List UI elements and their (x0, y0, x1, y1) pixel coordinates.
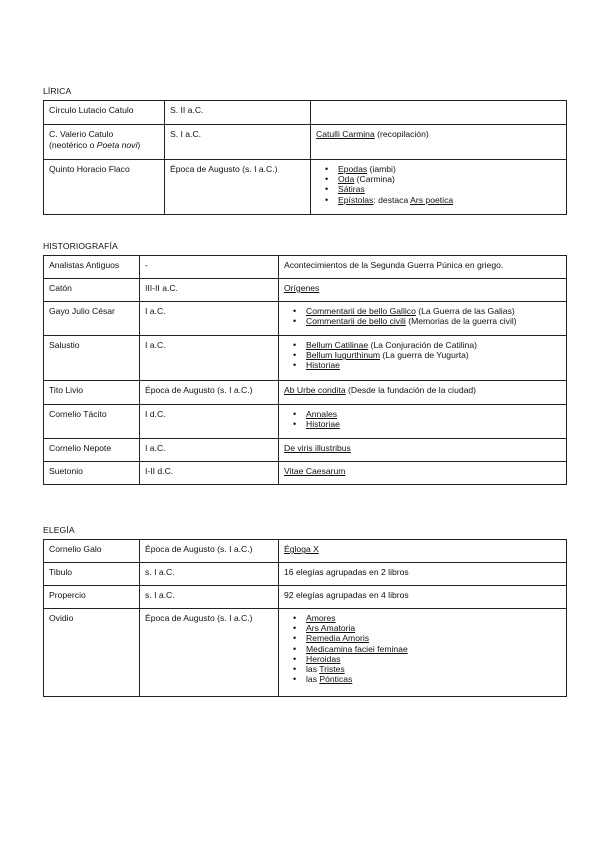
works-cell (279, 302, 567, 336)
work-link[interactable]: Commentarii de bello Gallico (306, 306, 416, 316)
works-cell (279, 336, 567, 381)
work-link[interactable]: Égloga X (284, 544, 319, 554)
list-item (306, 623, 561, 633)
list-item (306, 316, 561, 326)
works-list (284, 340, 561, 371)
list-item (306, 419, 561, 429)
author-cell: Cornelio Tácito (44, 405, 140, 439)
table-row (44, 336, 567, 381)
table-row (44, 405, 567, 439)
period-cell: Época de Augusto (s. I a.C.) (140, 540, 279, 563)
work-link[interactable]: Ars poetica (410, 194, 454, 205)
author-note: (neotérico o (49, 139, 97, 150)
table-lirica (43, 100, 567, 215)
author-note-italic: Poeta novi (96, 139, 138, 150)
table-row (44, 160, 567, 215)
works-cell (279, 540, 567, 563)
period-cell: Época de Augusto (s. I a.C.) (140, 381, 279, 405)
work-description: (Carmina) (354, 174, 395, 185)
work-link[interactable]: Ab Urbe condita (284, 385, 346, 395)
period-cell: I a.C. (140, 336, 279, 381)
table-row (44, 586, 567, 609)
works-cell: Acontecimientos de la Segunda Guerra Púnica en griego. (279, 256, 567, 279)
period-cell: Época de Augusto (s. I a.C.) (165, 160, 311, 215)
works-cell (279, 381, 567, 405)
table-row (44, 381, 567, 405)
work-link[interactable]: Remedia Amoris (306, 633, 370, 644)
period-cell: III-II a.C. (140, 279, 279, 302)
author-cell: Cornelio Galo (44, 540, 140, 563)
work-link[interactable]: Historiae (306, 419, 340, 430)
work-link[interactable]: Pónticas (319, 674, 353, 685)
author-cell: Salustio (44, 336, 140, 381)
work-link[interactable]: Orígenes (284, 283, 320, 293)
works-cell (279, 405, 567, 439)
work-link[interactable]: Amores (306, 613, 336, 623)
table-historiografia (43, 255, 567, 485)
list-item (306, 409, 561, 419)
work-link[interactable]: Annales (306, 409, 338, 419)
work-link[interactable]: Tristes (319, 664, 345, 675)
author-cell: Tito Livio (44, 381, 140, 405)
table-row (44, 609, 567, 697)
work-description: (Memorias de la guerra civil) (405, 316, 517, 327)
list-item (306, 613, 561, 623)
work-description: (La Guerra de las Galias) (415, 306, 515, 316)
works-cell: 92 elegías agrupadas en 4 libros (279, 586, 567, 609)
list-item (338, 184, 561, 194)
work-link[interactable]: Ars Amatoria (306, 623, 356, 634)
work-link[interactable]: Oda (338, 174, 355, 185)
work-description: : destaca (373, 194, 411, 205)
work-description: (iambi) (367, 164, 396, 174)
work-link[interactable]: Heroidas (306, 653, 341, 664)
period-cell: - (140, 256, 279, 279)
works-cell (311, 101, 567, 125)
work-link[interactable]: Vitae Caesarum (284, 466, 346, 476)
work-description: (La Conjuración de Catilina) (368, 340, 478, 350)
work-link[interactable]: Medicamina faciei feminae (306, 643, 408, 654)
section-elegia (43, 525, 566, 697)
work-link[interactable]: Epodas (338, 164, 368, 174)
list-item (338, 164, 561, 174)
works-list (316, 164, 561, 205)
table-row (44, 439, 567, 462)
work-description: (La guerra de Yugurta) (380, 350, 469, 361)
list-item (306, 350, 561, 360)
list-item (306, 340, 561, 350)
work-link[interactable]: Bellum Iugurthinum (306, 350, 381, 361)
author-cell: Gayo Julio César (44, 302, 140, 336)
work-link[interactable]: De viris illustribus (284, 443, 351, 453)
period-cell: S. II a.C. (165, 101, 311, 125)
author-cell: Catón (44, 279, 140, 302)
work-link[interactable]: Historiae (306, 360, 340, 371)
works-list (284, 613, 561, 684)
list-item (338, 195, 561, 205)
table-row (44, 302, 567, 336)
work-description: (recopilación) (374, 129, 429, 139)
author-cell: Tibulo (44, 563, 140, 586)
table-row (44, 256, 567, 279)
author-note-close: ) (137, 139, 141, 150)
work-prefix: las (306, 674, 320, 685)
section-heading-historiografia: HISTORIOGRAFÍA (43, 241, 118, 251)
list-item (338, 174, 561, 184)
list-item (306, 306, 561, 316)
table-row (44, 462, 567, 485)
period-cell: I a.C. (140, 439, 279, 462)
author-cell: Círculo Lutacio Catulo (44, 101, 165, 125)
period-cell: Época de Augusto (s. I a.C.) (140, 609, 279, 697)
table-row (44, 540, 567, 563)
work-link[interactable]: Sátiras (338, 184, 365, 195)
period-cell: I-II d.C. (140, 462, 279, 485)
works-list (284, 409, 561, 429)
period-cell: s. I a.C. (140, 586, 279, 609)
list-item (306, 360, 561, 370)
author-cell: Propercio (44, 586, 140, 609)
list-item (306, 654, 561, 664)
period-cell: I d.C. (140, 405, 279, 439)
works-cell (279, 462, 567, 485)
table-row (44, 279, 567, 302)
works-cell (311, 160, 567, 215)
works-list (284, 306, 561, 326)
list-item (306, 633, 561, 643)
works-cell (311, 125, 567, 160)
work-description: (Desde la fundación de la ciudad) (345, 385, 477, 395)
list-item (306, 664, 561, 674)
period-cell: S. I a.C. (165, 125, 311, 160)
period-cell: I a.C. (140, 302, 279, 336)
author-cell: Quinto Horacio Flaco (44, 160, 165, 215)
author-cell: Suetonio (44, 462, 140, 485)
section-lirica (43, 86, 566, 215)
works-cell (279, 609, 567, 697)
author-cell: Cornelio Nepote (44, 439, 140, 462)
section-heading-elegia: ELEGÍA (43, 525, 75, 535)
work-link[interactable]: Epístolas (338, 194, 374, 205)
author-cell (44, 125, 165, 160)
table-row (44, 563, 567, 586)
works-cell (279, 279, 567, 302)
author-cell: Analistas Antiguos (44, 256, 140, 279)
table-elegia (43, 539, 567, 697)
section-historiografia (43, 241, 566, 485)
work-link[interactable]: Catulli Carmina (316, 129, 375, 139)
list-item (306, 674, 561, 684)
works-cell: 16 elegías agrupadas en 2 libros (279, 563, 567, 586)
work-link[interactable]: Bellum Catilinae (306, 340, 369, 350)
work-link[interactable]: Commentarii de bello civili (306, 316, 406, 327)
table-row (44, 125, 567, 160)
work-prefix: las (306, 664, 320, 675)
list-item (306, 644, 561, 654)
period-cell: s. I a.C. (140, 563, 279, 586)
author-cell: Ovidio (44, 609, 140, 697)
author-name: C. Valerio Catulo (49, 129, 114, 139)
works-cell (279, 439, 567, 462)
section-heading-lirica: LÍRICA (43, 86, 72, 96)
table-row (44, 101, 567, 125)
